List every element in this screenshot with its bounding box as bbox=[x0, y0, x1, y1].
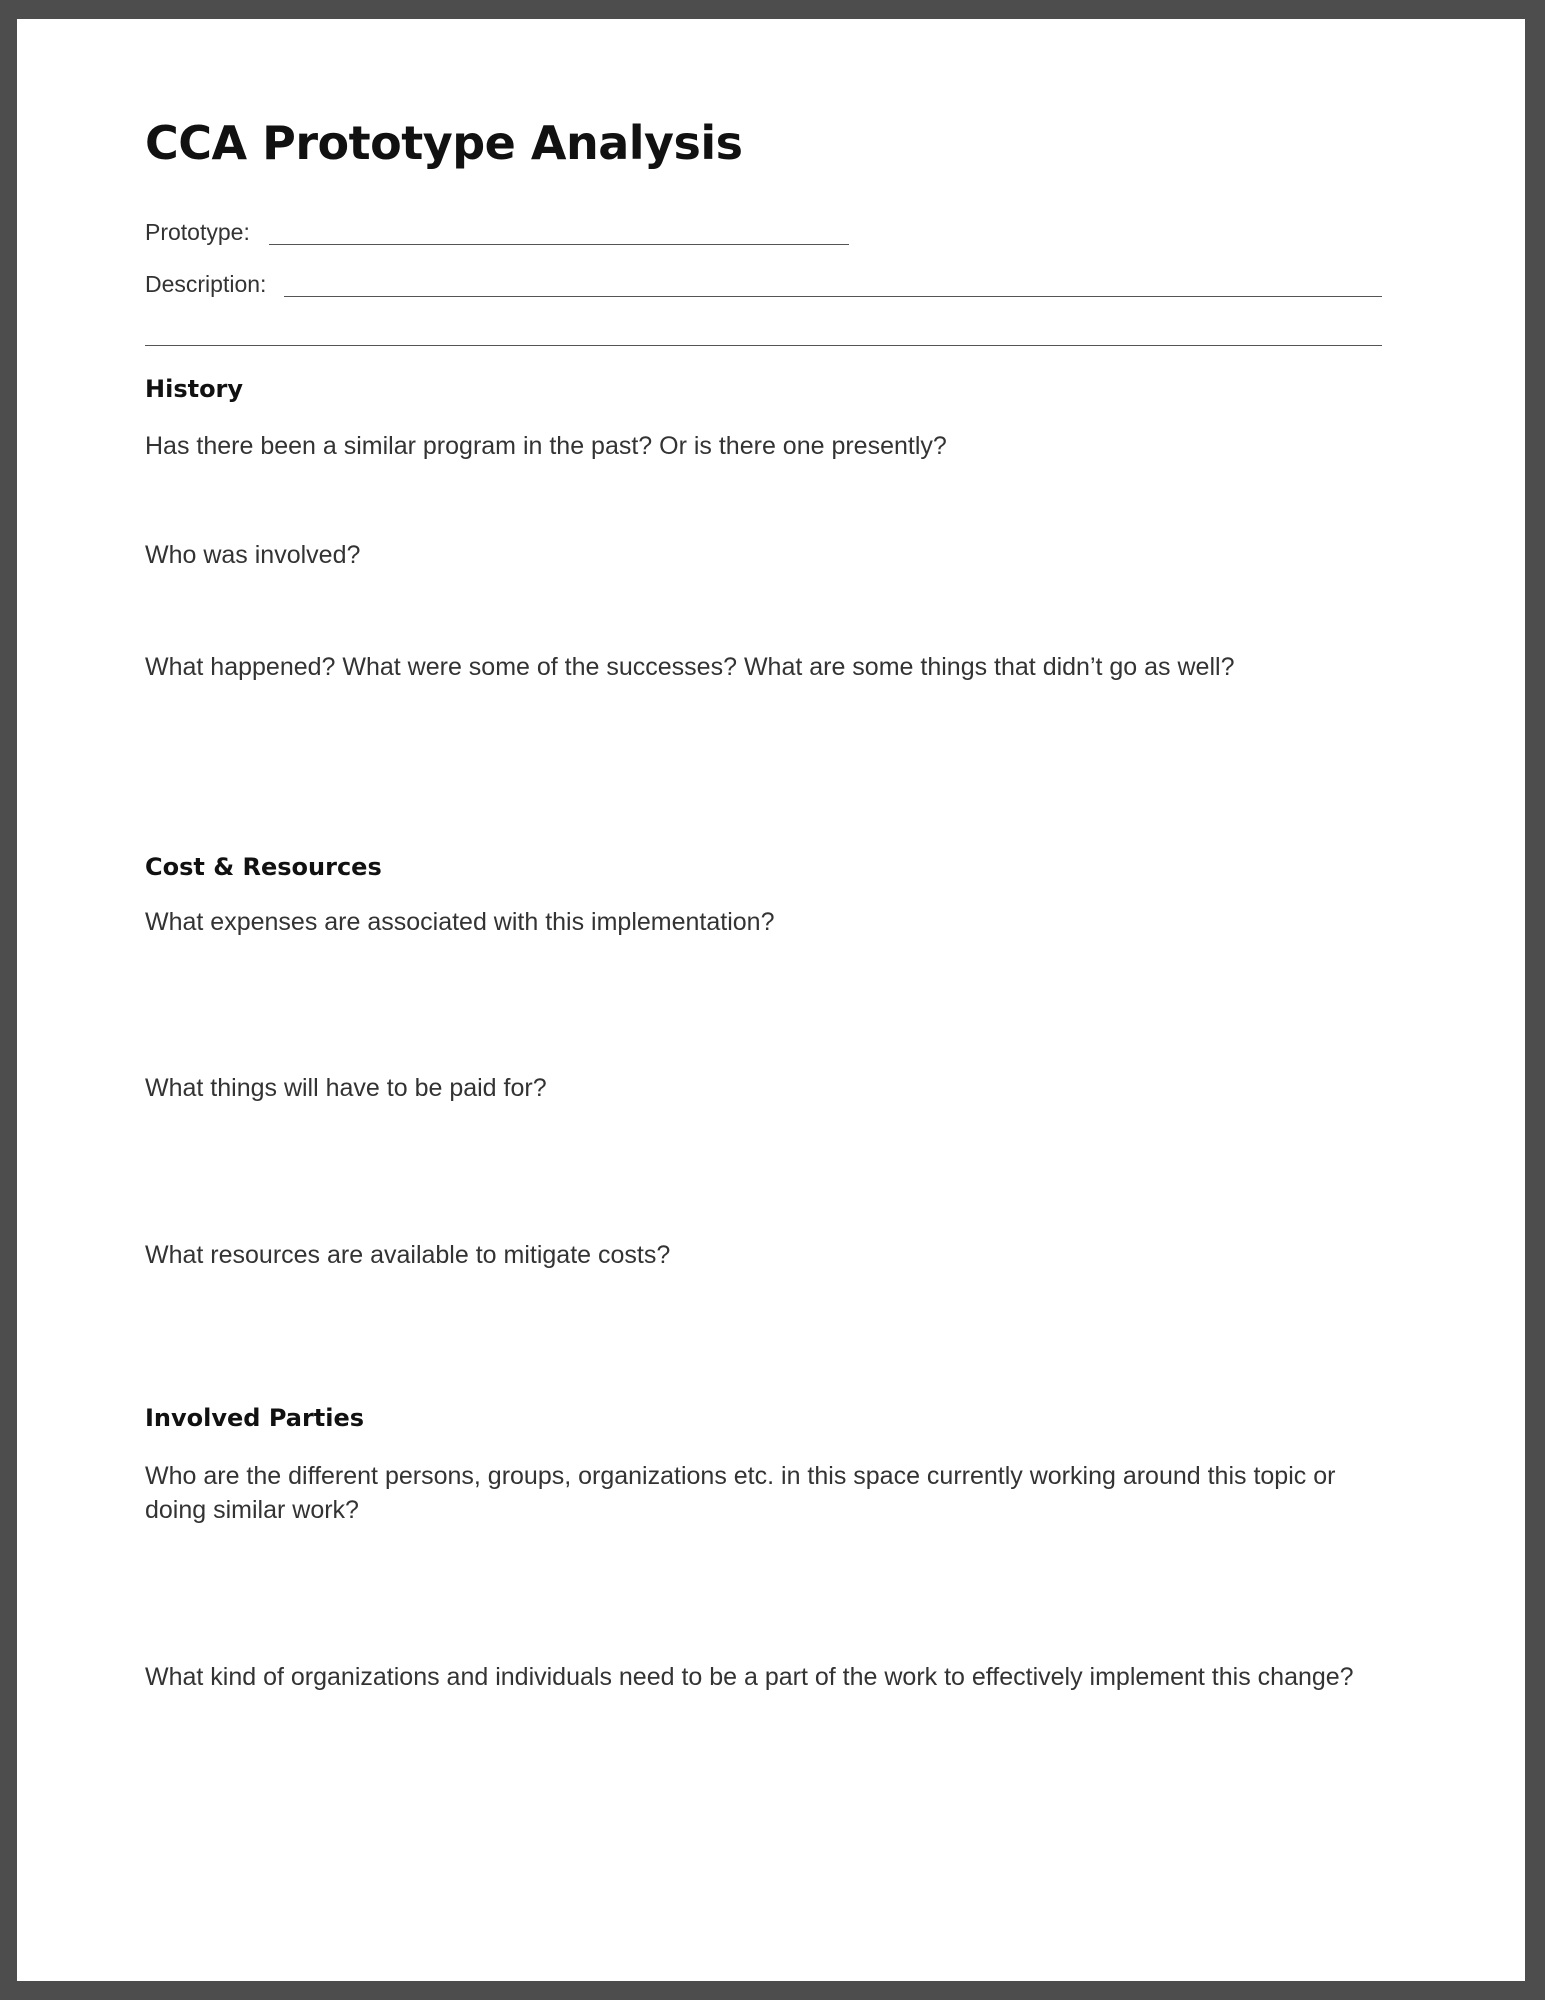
description-label: Description: bbox=[145, 271, 267, 297]
question-organizations-needed: What kind of organizations and individuals need to be a part of the work to effectively implement this change? bbox=[145, 1663, 1354, 1691]
question-who-involved: Who was involved? bbox=[145, 541, 361, 569]
question-similar-program: Has there been a similar program in the past? Or is there one presently? bbox=[145, 432, 947, 460]
section-heading-involved-parties: Involved Parties bbox=[145, 1404, 365, 1432]
prototype-field-line[interactable] bbox=[269, 244, 849, 245]
section-heading-history: History bbox=[145, 375, 244, 403]
description-field-line[interactable] bbox=[284, 296, 1382, 297]
page-title: CCA Prototype Analysis bbox=[145, 116, 743, 170]
question-different-persons: Who are the different persons, groups, organizations etc. in this space currently working around this topic or doing similar work? bbox=[145, 1462, 1336, 1524]
question-what-happened: What happened? What were some of the successes? What are some things that didn’t go as well? bbox=[145, 653, 1235, 681]
question-mitigate-costs: What resources are available to mitigate costs? bbox=[145, 1241, 671, 1269]
question-expenses: What expenses are associated with this implementation? bbox=[145, 908, 775, 936]
question-paid-for: What things will have to be paid for? bbox=[145, 1074, 547, 1102]
document-page bbox=[17, 19, 1525, 1981]
section-heading-cost-resources: Cost & Resources bbox=[145, 853, 382, 881]
prototype-label: Prototype: bbox=[145, 219, 250, 245]
description-field-line-2[interactable] bbox=[145, 345, 1382, 346]
